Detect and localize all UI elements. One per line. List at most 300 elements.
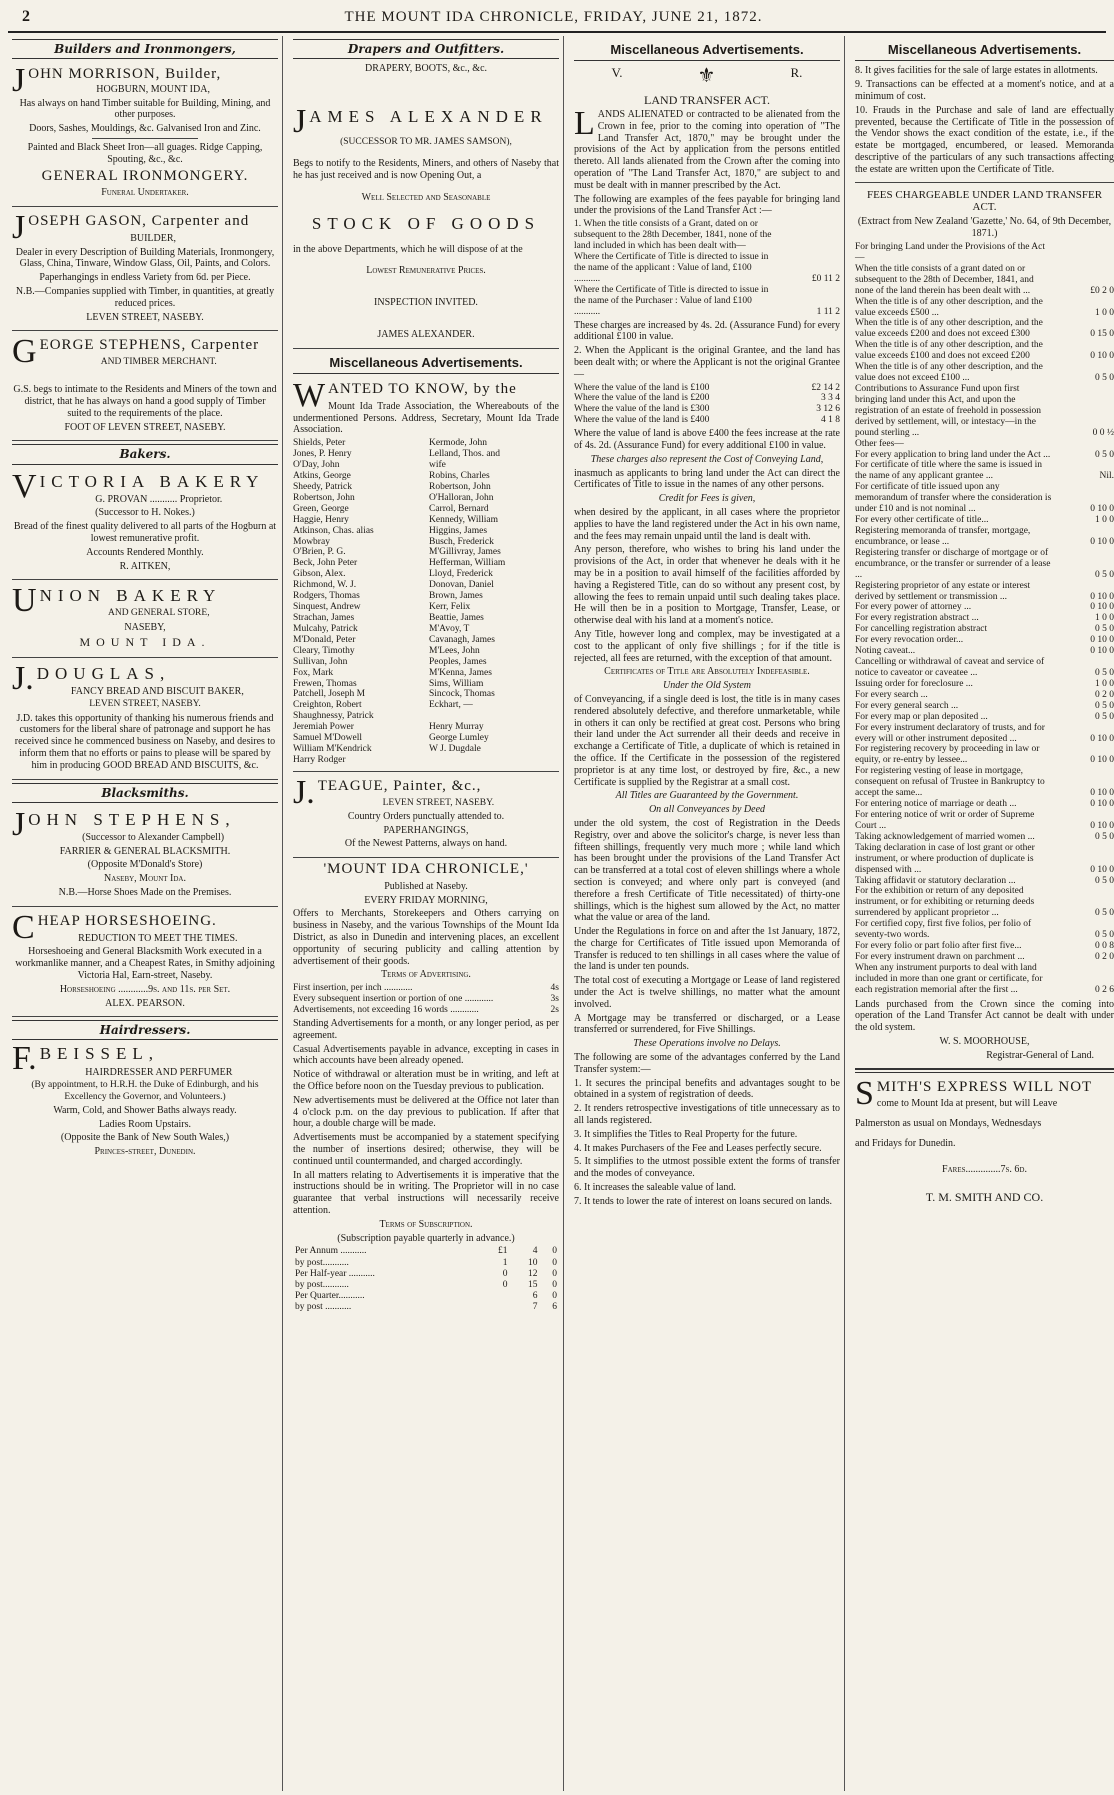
paragraph: of Conveyancing, if a single deed is lost, the title is in many cases rendered absolutely defective, and therefore unmarketable, while in others it can only be rectified at great cost. Persons who bring their land under the Act surrender all their deeds and receive in exchange a Certificate of Title, a duplicate of which is retained in the office. If the Certificate in the possession of the registered proprietor is at any time lost, or destroyed by fire, &c., a new Certificate is supplied by the Registrar at a small cost.: [574, 693, 840, 788]
fee-row: [855, 712, 1114, 723]
fee-row-desc: For every instrument declaratory of trusts, and for every will or other instrument deposited ...: [855, 722, 1045, 744]
ad-line: Dealer in every Description of Building Materials, Ironmongery, Glass, China, Tinware, Window Glass, Oil, Paints, and Colors.: [15, 246, 275, 270]
fee-row: [855, 799, 1114, 810]
ad-line: LEVEN STREET, NASEBY.: [89, 699, 201, 710]
advantage-item: 6. It increases the saleable value of land.: [574, 1182, 736, 1194]
ad-line: Warm, Cold, and Shower Baths always ready.: [53, 1104, 237, 1116]
fee-row-desc: Taking acknowledgement of married women ...: [855, 831, 1035, 842]
person-name: Frewen, Thomas: [293, 678, 357, 689]
person-name: Beck, John Peter: [293, 558, 358, 569]
value-row-value: 3 3 4: [821, 393, 840, 404]
subscription-cell: 12: [528, 1268, 538, 1279]
fee-row-desc: For registering recovery by proceeding in law or equity, or re-entry by lessee...: [855, 744, 1040, 766]
person-name: Rodgers, Thomas: [293, 591, 360, 602]
fee-row-value: 0 10 0: [1090, 351, 1114, 362]
fee-row-desc: Contributions to Assurance Fund upon first bringing land under this Act, and upon the registration of an estate of freehold in possession derived by settlement, will, or intestacy—in the pound sterling ...: [855, 384, 1041, 438]
person-name: Cavanagh, James: [429, 634, 495, 645]
person-name: Atkins, George: [293, 471, 351, 481]
paragraph: when desired by the applicant, in all cases where the proprietor applies to have the land registered under the Act in his own name, and the fees may remain unpaid until the land is dealt with.: [574, 507, 840, 542]
value-row-desc: Where the value of the land is £200: [574, 393, 710, 404]
person-name: M'Gillivray, James: [429, 547, 501, 558]
fee-row-desc: Noting caveat...: [855, 646, 916, 657]
subscription-cell: 1: [502, 1257, 508, 1268]
ad-line: Bread of the finest quality delivered to all parts of the Hogburn at lowest remunerative profit.: [13, 521, 277, 545]
example-row-desc: Where the Certificate of Title is directed to issue in the name of the Purchaser : Value of land £100 ...........: [574, 284, 769, 317]
fee-row: [855, 384, 1114, 439]
person-name: Eckhart, —: [429, 700, 473, 711]
fee-row-value: 1 0 0: [1095, 678, 1114, 689]
fee-row: [855, 832, 1114, 843]
rate-row: [293, 983, 559, 994]
paragraph: The following are some of the advantages conferred by the Land Transfer system:—: [574, 1052, 840, 1075]
fee-row-value: £0 2 0: [1090, 285, 1114, 296]
ad-line: AND TIMBER MERCHANT.: [100, 357, 217, 368]
drop-cap: J: [293, 102, 307, 140]
subscription-cell: 15: [528, 1279, 538, 1290]
fee-row-value: Nil.: [1099, 471, 1114, 482]
person-name: Sinquest, Andrew: [293, 602, 361, 613]
person-name: [429, 755, 559, 766]
ad-line: Terms of Advertising.: [381, 969, 471, 981]
fees-table: [855, 242, 1114, 996]
page-number: 2: [22, 8, 31, 25]
subscription-row: [293, 1280, 559, 1291]
fee-row-desc: For registering vesting of lease in mortgage, consequent on refusal of Trustee in Bankruptcy to accept the same...: [855, 766, 1045, 799]
person-name: George Lumley: [429, 733, 489, 744]
ad-line: DRAPERY, BOOTS, &c., &c.: [364, 63, 488, 75]
fee-row: [855, 450, 1114, 461]
fee-row-desc: For cancelling registration abstract: [855, 624, 988, 635]
ad-union-bakery: [12, 583, 278, 657]
fee-row-value: 0 5 0: [1095, 449, 1114, 460]
fee-row-value: 0 10 0: [1090, 788, 1114, 799]
paragraph: These charges also represent the Cost of Conveying Land,: [590, 453, 824, 465]
paragraph: 2. When the Applicant is the original Grantee, and the land has been dealt with; or where the Applicant is not the original Grantee—: [574, 345, 840, 380]
fee-row: [855, 843, 1114, 876]
fee-row: [855, 876, 1114, 887]
section-heading: Drapers and Outfitters.: [293, 39, 559, 59]
paragraph: Under the Regulations in force on and after the 1st January, 1872, the charge for Certificates of Title issued upon Memoranda of Transfer is reduced to ten shillings in all cases where the value of the land is under ten pounds.: [574, 926, 840, 973]
advantage-item: 2. It renders retrospective investigations of title unnecessary as to all lands registered.: [574, 1103, 840, 1127]
fee-row-desc: For entering notice of marriage or death ...: [855, 799, 1017, 810]
fee-row: [855, 526, 1114, 548]
person-name: Richmond, W. J.: [293, 580, 357, 591]
column-1: [8, 36, 283, 1791]
advantage-item: 5. It simplifies to the utmost possible extent the forms of transfer and the modes of conveyance.: [574, 1156, 840, 1180]
fee-row-value: 0 15 0: [1090, 329, 1114, 340]
subscription-cell: 0: [502, 1279, 508, 1290]
paragraph: Certificates of Title are Absolutely Indefeasible.: [604, 666, 810, 678]
signature: W. S. MOORHOUSE,: [939, 1036, 1030, 1048]
ad-teague: [293, 775, 559, 858]
person-name: Samuel M'Dowell: [293, 733, 362, 744]
ad-line: (Opposite the Bank of New South Wales,): [60, 1132, 230, 1144]
ad-line: Paperhangings in endless Variety from 6d. per Piece.: [39, 272, 251, 284]
paragraph: A Mortgage may be transferred or discharged, or a Lease transferred or surrendered, for Five Shillings.: [574, 1012, 840, 1036]
fee-row: [855, 646, 1114, 657]
subscription-row: [293, 1291, 559, 1302]
paragraph: The following are examples of the fees payable for bringing land under the provisions of the Land Transfer Act :—: [574, 193, 840, 217]
value-row-value: £2 14 2: [811, 382, 840, 393]
advantage-item: 10. Frauds in the Purchase and sale of land are effectually prevented, because the Certificate of Title in the possession of the Vendor shows the exact condition of the estate, i.e., if the estate be mortgaged, encumbered, or leased. Memoranda descriptive of the particulars of any such transactions affecting the estate are written upon the Certificate of Title.: [855, 104, 1114, 175]
ad-name: TEAGUE, Painter, &c.,: [317, 777, 482, 794]
fee-row-value: 1 0 0: [1095, 515, 1114, 526]
fee-row-value: 0 2 6: [1095, 984, 1114, 995]
person-name: Patchell, Joseph M: [293, 689, 366, 700]
person-name: Beattie, James: [429, 612, 484, 623]
subscription-cell: 0: [552, 1257, 557, 1268]
subscription-cell: 0: [502, 1268, 508, 1279]
fee-row: [855, 482, 1114, 515]
fee-row-desc: When the title is of any other description, and the value exceeds £500 ...: [855, 296, 1043, 318]
person-name: Atkinson, Chas. alias: [293, 525, 374, 536]
fee-row-value: 0 5 0: [1095, 930, 1114, 941]
person-name: Sims, William: [429, 678, 484, 689]
ad-line: New advertisements must be delivered at the Office not later than 4 o'clock p.m. on the day previous to publication. If after that hour, a double charge will be made.: [293, 1094, 559, 1130]
fee-row-value: 0 10 0: [1090, 820, 1114, 831]
column-2: [289, 36, 564, 1791]
advantage-item: 3. It simplifies the Titles to Real Property for the future.: [574, 1128, 798, 1140]
paragraph: The total cost of executing a Mortgage or Lease of land registered under the Act is twelve shillings, no matter what the amount involved.: [574, 975, 840, 1010]
paragraph: These Operations involve no Delays.: [633, 1038, 781, 1050]
drop-cap: V: [12, 467, 37, 505]
fee-row-value: 1 0 0: [1095, 613, 1114, 624]
ad-line: (By appointment, to H.R.H. the Duke of Edinburgh, and his Excellency the Governor, and Volunteers.): [31, 1080, 259, 1102]
ad-line: NASEBY,: [124, 621, 166, 633]
drop-cap: G: [12, 333, 37, 371]
fee-row-value: 0 5 0: [1095, 711, 1114, 722]
person-name: M'Avoy, T: [429, 623, 470, 634]
fee-row-value: 0 5 0: [1095, 700, 1114, 711]
person-name: Hefferman, William: [429, 558, 506, 569]
ad-line: G.S. begs to intimate to the Residents and Miners of the town and district, that he has always on hand a good supply of Timber suited to the requirements of the place.: [13, 384, 277, 419]
fee-row: [855, 919, 1114, 941]
ad-line: Fares..............7s. 6d.: [942, 1163, 1027, 1175]
person-name: Henry Murray: [429, 722, 484, 733]
person-name: William M'Kendrick: [293, 744, 372, 755]
person-name: Robertson, John: [293, 492, 355, 503]
drop-cap: S: [855, 1074, 874, 1112]
section-heading: Miscellaneous Advertisements.: [293, 352, 559, 374]
drop-cap: J: [12, 209, 26, 247]
advantage-item: 9. Transactions can be effected at a moment's notice, and at a minimum of cost.: [855, 79, 1114, 102]
rates-table: [293, 983, 559, 1016]
fee-row-desc: When the title is of any other description, and the value exceeds £100 and does not exceed £200: [855, 340, 1043, 362]
royal-arms: [574, 65, 840, 89]
fee-row: [855, 723, 1114, 745]
ad-line: (Opposite M'Donald's Store): [87, 859, 203, 871]
drop-cap: L: [574, 105, 595, 143]
subscription-cell: 6: [552, 1302, 557, 1313]
person-name: Strachan, James: [293, 612, 355, 623]
ad-line: In all matters relating to Advertisements it is imperative that the instructions should be in writing. The Proprietor will in no case guarantee that verbal instructions will necessarily receive attention.: [293, 1169, 559, 1216]
ad-name: ANTED TO KNOW, by the: [328, 381, 517, 398]
fee-row-desc: For bringing Land under the Provisions of the Act—: [855, 242, 1045, 263]
fee-row: [855, 744, 1114, 766]
subscription-table: [293, 1246, 559, 1313]
ad-line: FARRIER & GENERAL BLACKSMITH.: [59, 845, 231, 857]
ad-line: Doors, Sashes, Mouldings, &c. Galvanised Iron and Zinc.: [29, 123, 261, 135]
person-name: M'Lees, John: [429, 645, 480, 656]
advantages-list: [574, 1078, 840, 1208]
fee-row: [855, 340, 1114, 362]
subscription-cell: 0: [552, 1291, 557, 1302]
fee-row: [855, 635, 1114, 646]
example-row: [574, 252, 840, 285]
drop-cap: U: [12, 582, 37, 620]
fee-row: [855, 613, 1114, 624]
person-name: Haggie, Henry: [293, 514, 349, 525]
ad-line: N.B.—Horse Shoes Made on the Premises.: [58, 887, 232, 899]
fee-row: [855, 963, 1114, 996]
advantage-item: 8. It gives facilities for the sale of large estates in allotments.: [855, 65, 1098, 77]
fee-row: [855, 624, 1114, 635]
ad-line: Lowest Remunerative Prices.: [366, 265, 486, 277]
person-name: Lloyd, Frederick: [429, 569, 493, 580]
person-name: Shields, Peter: [293, 438, 346, 449]
subscription-cell: Per Quarter...........: [295, 1291, 365, 1302]
fee-row-value: 0 5 0: [1095, 875, 1114, 886]
fee-row-value: 0 5 0: [1095, 831, 1114, 842]
ad-line: Funeral Undertaker.: [101, 187, 189, 199]
ad-line: Well Selected and Seasonable: [361, 191, 491, 203]
fee-row: [855, 690, 1114, 701]
signature-title: Registrar-General of Land.: [986, 1049, 1094, 1061]
fee-row-value: 0 10 0: [1090, 864, 1114, 875]
ad-line: Notice of withdrawal or alteration must be in writing, and left at the Office before noon on the Tuesday previous to publication.: [293, 1069, 559, 1092]
ad-line: REDUCTION TO MEET THE TIMES.: [78, 932, 238, 944]
ad-name: EORGE STEPHENS, Carpenter: [39, 337, 260, 354]
person-name: Kennedy, William: [429, 514, 499, 525]
person-name: O'Day, John: [293, 460, 340, 471]
advantage-item: 4. It makes Purchasers of the Fee and Leases perfectly secure.: [574, 1142, 822, 1154]
fee-row-desc: When any instrument purports to deal with land included in more than one grant or certificate, for each registration memorial after the first ...: [855, 962, 1043, 995]
fee-row-desc: For every registration abstract ...: [855, 613, 979, 624]
masthead: [8, 6, 1106, 33]
paragraph: On all Conveyances by Deed: [648, 804, 766, 816]
fee-row-value: 0 5 0: [1095, 908, 1114, 919]
fee-row-value: 0 10 0: [1090, 536, 1114, 547]
value-row: [574, 393, 840, 404]
vr-letter: R.: [790, 65, 803, 81]
ad-line: Published at Naseby.: [384, 880, 468, 892]
value-row: [574, 383, 840, 394]
fee-row-desc: When the title is of any other description, and the value exceeds £200 and does not exceed £300: [855, 318, 1043, 340]
ad-line: Begs to notify to the Residents, Miners, and others of Naseby that he has just received and is now Opening Out, a: [293, 158, 559, 181]
person-name: Creighton, Robert: [293, 700, 362, 711]
person-name: Sheedy, Patrick: [293, 481, 353, 492]
column-4: [851, 36, 1114, 1791]
fee-row: [855, 460, 1114, 482]
fee-row: [855, 657, 1114, 679]
examples-list: [574, 219, 840, 317]
ad-line: (Successor to Alexander Campbell): [82, 831, 225, 843]
subscription-cell: Per Half-year ...........: [295, 1268, 375, 1279]
paragraph: Where the value of land is above £400 the fees increase at the rate of 4s. 2d. (Assurance Fund) for every additional £100 in value.: [574, 428, 840, 452]
paragraph: under the old system, the cost of Registration in the Deeds Registry, over and above the solicitor's charge, is never less than fifteen shillings, frequently very much more ; while land which has been brought under the provisions of the Land Transfer Act can be transferred at a total cost of eleven shillings where a whole section is conveyed; and where only part is conveyed (and therefore a fresh Certificate of Title necessitated) of thirty-one shillings, which is the highest sum allowed by the Act, no matter what the value or area of the land.: [574, 817, 840, 924]
fee-row-value: 0 5 0: [1095, 667, 1114, 678]
fee-row-desc: For the exhibition or return of any deposited instrument, or for exhibiting or returning deeds surrendered by applicant proprietor ...: [855, 886, 1035, 919]
person-name: Kerr, Felix: [429, 602, 471, 613]
person-name: Mowbray: [293, 536, 330, 547]
subscription-row: [293, 1302, 559, 1313]
subscription-cell: 0: [552, 1246, 557, 1257]
ad-line: HOGBURN, MOUNT IDA,: [96, 83, 210, 95]
fee-row-desc: For every other certificate of title...: [855, 515, 989, 526]
ad-line: MOUNT IDA.: [79, 635, 211, 650]
ad-name: HEAP HORSESHOEING.: [37, 912, 217, 929]
person-name: Cleary, Timothy: [293, 645, 355, 656]
subscription-cell: 6: [532, 1291, 538, 1302]
fee-row-value: 0 10 0: [1090, 755, 1114, 766]
person-name: Lelland, Thos. and: [429, 449, 501, 460]
fees-title: FEES CHARGEABLE UNDER LAND TRANSFER ACT.: [866, 188, 1103, 214]
ad-line: Princes-street, Dunedin.: [94, 1146, 196, 1158]
ad-chronicle: [293, 861, 559, 1313]
paragraph: Lands purchased from the Crown since the coming into operation of the Land Transfer Act cannot be dealt with under the old system.: [855, 998, 1114, 1034]
ad-line: LEVEN STREET, NASEBY.: [86, 311, 204, 323]
value-row-desc: Where the value of the land is £300: [574, 404, 710, 415]
person-name: O'Halloran, John: [429, 492, 494, 503]
ad-line: INSPECTION INVITED.: [374, 297, 478, 309]
person-name: Harry Rodger: [293, 754, 346, 765]
fee-row-desc: Other fees—: [855, 438, 904, 449]
person-name: W J. Dugdale: [429, 744, 481, 755]
ad-line: J.D. takes this opportunity of thanking his numerous friends and customers for the liberal share of patronage and support he has received since he commenced business on Naseby, and desires to inform them that no efforts or pains to please will be spared by him in producing GOOD BREAD AND BISCUITS, &c.: [14, 712, 276, 771]
fee-row: [855, 264, 1114, 297]
ad-line: (Successor to H. Nokes.): [95, 507, 195, 519]
ad-line: FOOT OF LEVEN STREET, NASEBY.: [64, 421, 226, 433]
person-name: Robertson, John: [429, 481, 491, 492]
fee-row: [855, 810, 1114, 832]
person-name: Peoples, James: [429, 656, 487, 667]
subscription-cell: by post...........: [295, 1257, 349, 1268]
fee-row-value: 0 10 0: [1090, 635, 1114, 646]
ad-morrison: [12, 63, 278, 207]
ad-line: Country Orders punctually attended to.: [347, 810, 505, 822]
value-row-value: 3 12 6: [816, 404, 840, 415]
person-name: Robins, Charles: [429, 471, 490, 481]
person-name: Green, George: [293, 503, 349, 514]
ad-line: (Subscription payable quarterly in advance.): [337, 1232, 515, 1244]
fee-row-value: 0 10 0: [1090, 504, 1114, 515]
ad-george-stephens: [12, 334, 278, 441]
fee-row: [855, 297, 1114, 319]
ad-line: in the above Departments, which he will dispose of at the: [293, 243, 523, 255]
drop-cap: J: [12, 62, 26, 100]
ad-line: and Fridays for Dunedin.: [855, 1137, 956, 1149]
ad-line: Has always on hand Timber suitable for Building, Mining, and other purposes.: [19, 97, 271, 121]
ad-line: Offers to Merchants, Storekeepers and Others carrying on business in Naseby, and the various Townships of the Mount Ida District, as also in Dunedin and intervening places, an excellent opportunity of securing publicity and calling attention by advertisement of their goods.: [293, 908, 559, 967]
person-name: wife: [429, 460, 446, 471]
ad-john-stephens: [12, 807, 278, 907]
subscription-row: [293, 1246, 559, 1257]
fee-row: [855, 886, 1114, 919]
fee-row: [855, 602, 1114, 613]
person-name: Carrol, Bernard: [429, 503, 489, 514]
ad-line: JAMES ALEXANDER.: [377, 329, 475, 341]
fee-row-desc: Cancelling or withdrawal of caveat and service of notice to caveator or caveatee ...: [855, 657, 1045, 678]
fee-row-desc: For every power of attorney ...: [855, 602, 972, 613]
rate-value: 2s: [550, 1005, 559, 1016]
person-name: Fox, Mark: [293, 667, 334, 678]
rate-value: 4s: [550, 983, 559, 994]
ad-line: Horseshoeing and General Blacksmith Work executed in a workmanlike manner, and a Cheapest Rates, in Smithy adjoining Victoria Hal, Earn-street, Naseby.: [15, 946, 275, 981]
fee-row: [855, 766, 1114, 799]
fee-row: [855, 242, 1114, 264]
paragraph: Under the Old System: [662, 680, 752, 692]
fee-row-desc: Issuing order for foreclosure ...: [855, 678, 973, 689]
ad-name: OSEPH GASON, Carpenter and: [28, 213, 250, 230]
rate-row: [293, 994, 559, 1005]
fee-row-desc: Taking affidavit or statutory declaration ...: [855, 875, 1016, 886]
ad-smiths-express: [855, 1074, 1114, 1204]
section-heading: Blacksmiths.: [12, 783, 278, 803]
example-row: [574, 219, 840, 252]
ad-line: HAIRDRESSER AND PERFUMER: [85, 1066, 233, 1078]
advantages-continued: [855, 65, 1114, 175]
ad-name: MITH'S EXPRESS WILL NOT: [876, 1078, 1093, 1095]
section-heading: Hairdressers.: [12, 1020, 278, 1040]
section-heading: Miscellaneous Advertisements.: [855, 39, 1114, 61]
fee-row-value: 0 10 0: [1090, 646, 1114, 657]
vr-letter: V.: [611, 65, 623, 81]
ad-line: GENERAL IRONMONGERY.: [41, 167, 249, 184]
person-name: O'Brien, P. G.: [293, 547, 346, 558]
persons-list: [293, 438, 559, 766]
drop-cap: J.: [12, 659, 34, 697]
fee-row-value: 1 0 0: [1095, 307, 1114, 318]
drop-cap: J: [12, 805, 26, 843]
drop-cap: F.: [12, 1040, 37, 1078]
example-row-desc: 1. When the title consists of a Grant, dated on or subsequent to the 28th December, 1841, none of the land included in which has been dealt with—: [574, 219, 772, 252]
section-heading: Miscellaneous Advertisements.: [574, 39, 840, 61]
fee-row-desc: For every application to bring land under the Act ...: [855, 449, 1051, 460]
fee-row: [855, 515, 1114, 526]
ad-line: AND GENERAL STORE,: [107, 608, 210, 619]
drop-cap: W: [293, 377, 326, 415]
person-name: M'Kenna, James: [429, 667, 492, 678]
subscription-cell: Per Annum ...........: [295, 1246, 367, 1257]
rate-desc: First insertion, per inch ............: [293, 983, 413, 994]
advantage-item: 7. It tends to lower the rate of interest on loans secured on lands.: [574, 1195, 832, 1207]
person-name: Higgins, James: [429, 525, 488, 536]
example-row-value: £0 11 2: [811, 273, 840, 284]
ad-gason: [12, 210, 278, 331]
fee-row: [855, 701, 1114, 712]
fee-row-desc: For certificate of title where the same is issued in the name of any applicant grantee ...: [855, 460, 1043, 482]
fee-row: [855, 548, 1114, 581]
paragraph: Any person, therefore, who wishes to bring his land under the provisions of the Act, in order that whenever he deals with it he may be in a position to avail himself of the facilities afforded by having a Registered Title, can do so without any present cost, by allowing the fees to remain unpaid until such dealing takes place. He will then be in a position to Mortgage, Transfer, Lease, or otherwise deal with his land at a moment's notice.: [574, 544, 840, 627]
section-heading: Builders and Ironmongers,: [12, 39, 278, 59]
fee-row-desc: Registering memoranda of transfer, mortgage, encumbrance, or lease ...: [855, 526, 1031, 547]
fee-row: [855, 581, 1114, 603]
ad-wanted-to-know: [293, 378, 559, 772]
fee-row-value: 0 5 0: [1095, 624, 1114, 635]
person-name: Donovan, Daniel: [429, 580, 494, 591]
fee-row-value: 0 2 0: [1095, 951, 1114, 962]
fee-row-value: 0 0 ½: [1092, 427, 1114, 438]
person-name: Jones, P. Henry: [293, 449, 352, 460]
fee-row-desc: For every general search ...: [855, 700, 959, 711]
person-name: Mulcahy, Patrick: [293, 623, 358, 634]
subscription-cell: by post ...........: [295, 1302, 352, 1313]
fee-row-desc: Taking declaration in case of lost grant or other instrument, or where production of duplicate is dispensed with ...: [855, 842, 1035, 875]
subscription-cell: 0: [552, 1279, 557, 1290]
rate-value: 3s: [550, 994, 559, 1005]
person-name: Jeremiah Power: [293, 722, 354, 733]
ad-cheap-horseshoeing: [12, 910, 278, 1017]
